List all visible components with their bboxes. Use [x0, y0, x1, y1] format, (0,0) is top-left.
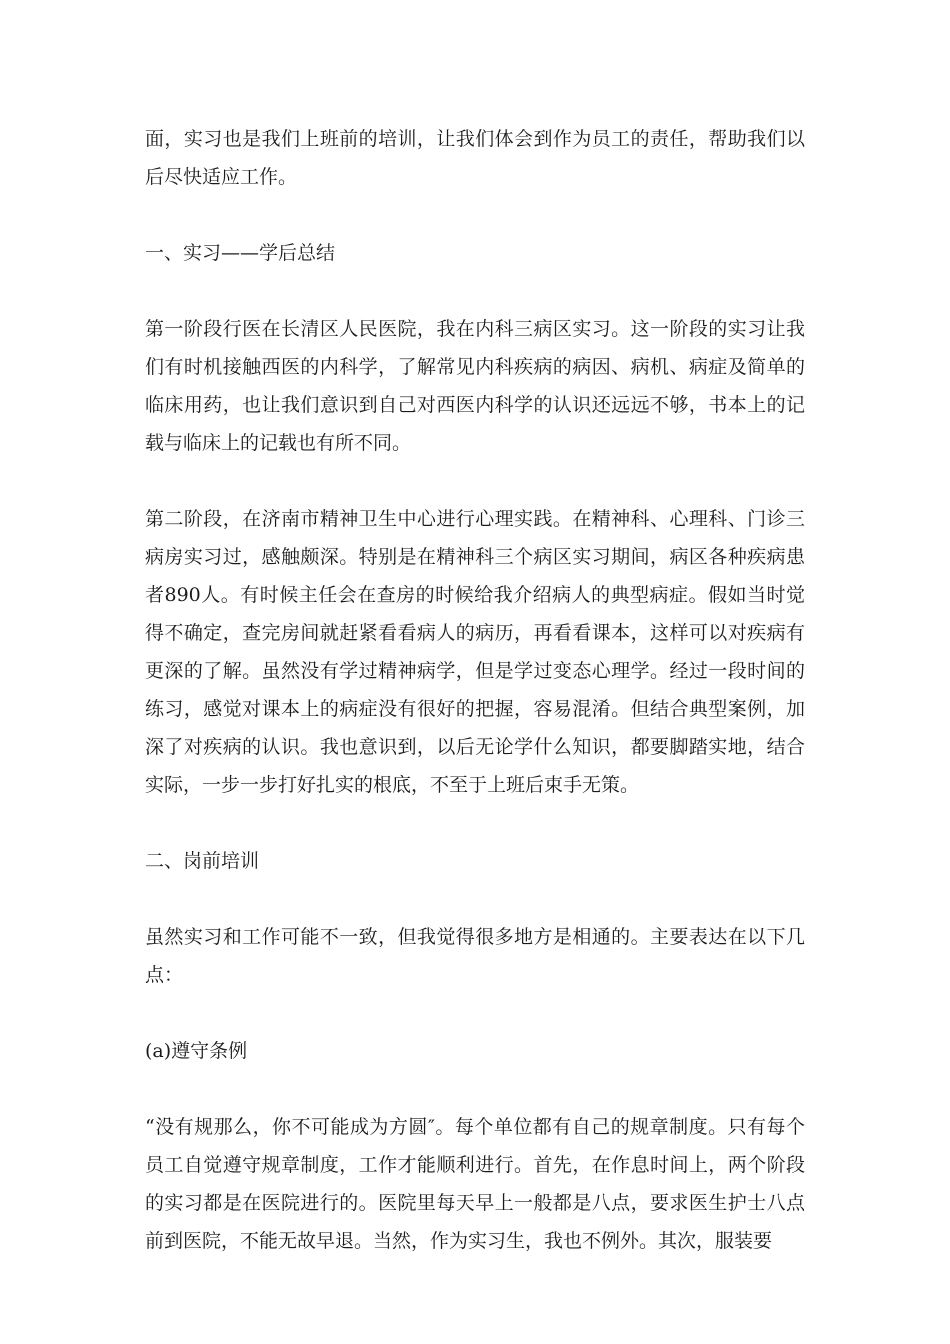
- subheading-follow-rules: (a)遵守条例: [145, 1040, 248, 1062]
- paragraph-rules: “没有规那么，你不可能成为方圆″。每个单位都有自己的规章制度。只有每个员工自觉遵守规章制度，工作才能顺利进行。首先，在作息时间上，两个阶段的实习都是在医院进行的。医院里每天早上一般都是八点，要求医生护士八点前到医院，不能无故早退。当然，作为实习生，我也不例外。其次，服装要: [145, 1116, 805, 1252]
- document-body: [145, 120, 805, 1260]
- section-heading-pre-job-training: 二、岗前培训: [145, 850, 260, 872]
- section-heading-internship-summary: 一、实习——学后总结: [145, 242, 336, 264]
- paragraph-first-stage: 第一阶段行医在长清区人民医院，我在内科三病区实习。这一阶段的实习让我们有时机接触西医的内科学，了解常见内科疾病的病因、病机、病症及简单的临床用药，也让我们意识到自己对西医内科学的认识还远远不够，书本上的记载与临床上的记载也有所不同。: [145, 318, 805, 454]
- paragraph-intro-continuation: 面，实习也是我们上班前的培训，让我们体会到作为员工的责任，帮助我们以后尽快适应工作。: [145, 128, 805, 188]
- paragraph-common-points: 虽然实习和工作可能不一致，但我觉得很多地方是相通的。主要表达在以下几点：: [145, 926, 805, 986]
- paragraph-second-stage: 第二阶段，在济南市精神卫生中心进行心理实践。在精神科、心理科、门诊三病房实习过，感触颇深。特别是在精神科三个病区实习期间，病区各种疾病患者890人。有时候主任会在查房的时候给我介绍病人的典型病症。假如当时觉得不确定，查完房间就赶紧看看病人的病历，再看看课本，这样可以对疾病有更深的了解。虽然没有学过精神病学，但是学过变态心理学。经过一段时间的练习，感觉对课本上的病症没有很好的把握，容易混淆。但结合典型案例，加深了对疾病的认识。我也意识到，以后无论学什么知识，都要脚踏实地，结合实际，一步一步打好扎实的根底，不至于上班后束手无策。: [145, 508, 805, 796]
